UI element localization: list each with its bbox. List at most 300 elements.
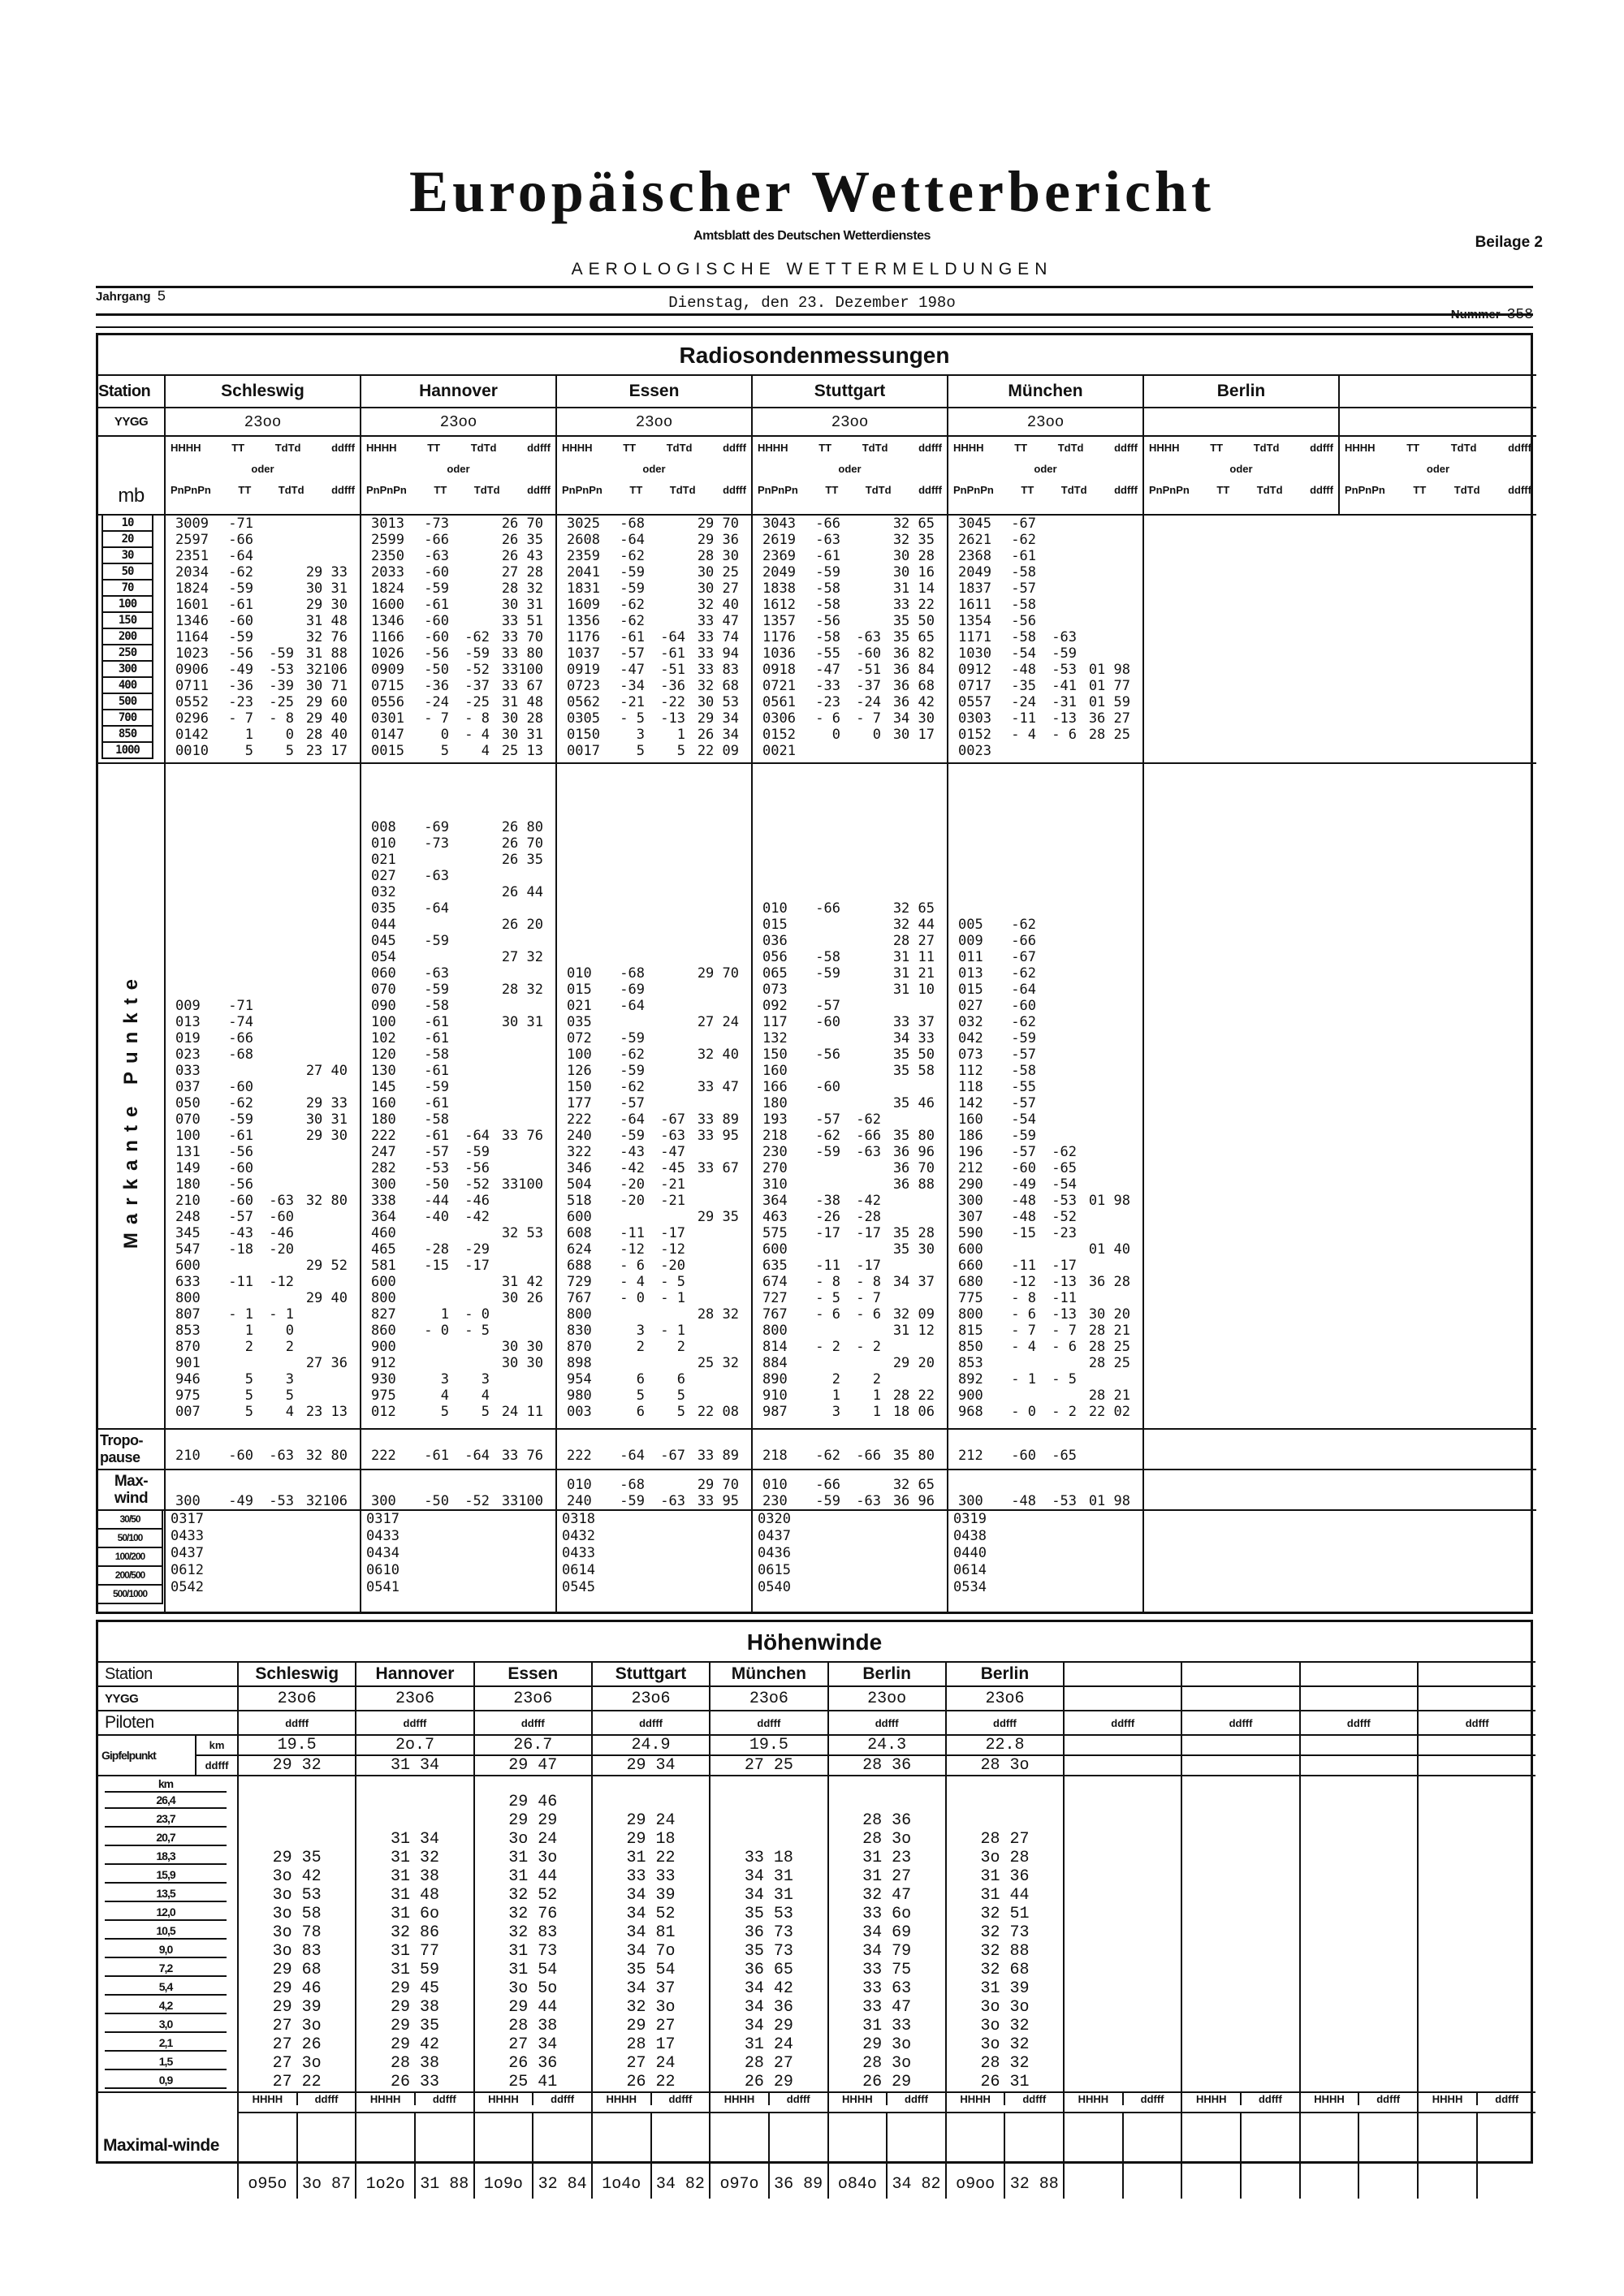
split-header [829, 2093, 945, 2105]
significant-point [166, 1160, 360, 1176]
max-wind-header [1064, 2092, 1181, 2113]
wind: 29 40 [305, 710, 348, 727]
empty-cell [1143, 613, 1536, 629]
maxwind-cell [948, 1470, 1143, 1510]
pressure-or-height: 660 [958, 1258, 983, 1274]
pressure-or-height: 003 [567, 1404, 592, 1420]
empty-cell [1143, 629, 1536, 645]
wind-value [1418, 1979, 1535, 1998]
pressure-or-height: 117 [762, 1014, 788, 1030]
temperature: - 8 [1011, 1290, 1036, 1306]
split-values [1182, 2113, 1298, 2199]
significant-point [166, 1404, 360, 1420]
temperature: -59 [815, 965, 840, 982]
wind: 32 76 [305, 629, 348, 645]
pressure-or-height: 2619 [762, 532, 796, 548]
significant-point [557, 1404, 751, 1420]
wind-value: 34 31 [710, 1886, 827, 1905]
maxwind-label: Max-wind [98, 1470, 165, 1510]
max-wind-header [356, 2092, 473, 2113]
wind: 30 31 [305, 1111, 348, 1128]
wind: 24 11 [501, 1404, 543, 1420]
mandatory-level-row [98, 710, 1536, 727]
significant-point [361, 1030, 555, 1047]
temperature: -62 [1011, 917, 1036, 933]
wind: 28 22 [892, 1388, 935, 1404]
mandatory-level-row [98, 532, 1536, 548]
pressure-or-height: 160 [371, 1095, 396, 1111]
wind-value [1064, 1867, 1181, 1886]
wind: 28 21 [1088, 1323, 1130, 1339]
pressure-or-height: 222 [371, 1128, 396, 1144]
wind: 32 65 [892, 516, 935, 532]
wind-value [1300, 1811, 1418, 1830]
field-code: TdTd [1450, 442, 1477, 454]
dewpoint: 5 [481, 1404, 490, 1420]
wind: 36 42 [892, 694, 935, 710]
dewpoint: -31 [1052, 694, 1077, 710]
max-wind-value: 32 88 [1004, 2113, 1063, 2199]
shear-layer-label: 50/100 [98, 1530, 163, 1548]
significant-point [361, 982, 555, 998]
temperature: -28 [424, 1241, 449, 1258]
significant-point [753, 1079, 947, 1095]
dewpoint: -62 [1052, 1144, 1077, 1160]
pressure-or-height: 884 [762, 1355, 788, 1371]
pressure-or-height: 767 [567, 1290, 592, 1306]
pressure-or-height: 035 [567, 1014, 592, 1030]
height-level-row [98, 1830, 1535, 1849]
pressure-level: 50 [102, 564, 153, 580]
wind: 28 25 [1088, 1355, 1130, 1371]
significant-point [166, 1111, 360, 1128]
dewpoint: 5 [676, 743, 685, 759]
wind-value [238, 1811, 356, 1830]
mandatory-cell [752, 645, 948, 662]
mandatory-cell [556, 629, 752, 645]
split-values [1419, 2113, 1535, 2199]
mandatory-cell [556, 515, 752, 532]
significant-point [361, 1111, 555, 1128]
pressure-or-height: 892 [958, 1371, 983, 1388]
temperature: -59 [1011, 1030, 1036, 1047]
dewpoint: -25 [464, 694, 490, 710]
shear-value: 0434 [366, 1545, 400, 1561]
issue-number-label: Nummer [1450, 308, 1501, 322]
pressure-or-height: 021 [371, 852, 396, 868]
wind: 31 48 [501, 694, 543, 710]
wind-value: 28 36 [828, 1811, 946, 1830]
pressure-or-height: 007 [175, 1404, 201, 1420]
temperature: -24 [424, 694, 449, 710]
temperature: -59 [620, 564, 645, 580]
temperature: - 0 [424, 1323, 449, 1339]
mandatory-cell [556, 727, 752, 743]
pressure-or-height: 042 [958, 1030, 983, 1047]
field-code: TdTd [1057, 442, 1084, 454]
mandatory-cell [361, 580, 556, 597]
station-yygg: 23oo [361, 408, 556, 436]
pressure-or-height: 230 [762, 1493, 788, 1509]
field-code: TdTd [278, 484, 304, 496]
dewpoint: - 2 [856, 1339, 881, 1355]
wind: 28 25 [1088, 1339, 1130, 1355]
dewpoint: -65 [1052, 1448, 1077, 1464]
wind: 30 31 [501, 727, 543, 743]
wind-value: 3o 53 [238, 1886, 356, 1905]
significant-point [361, 998, 555, 1014]
significant-point [166, 1014, 360, 1030]
empty-cell [1143, 548, 1536, 564]
mandatory-cell [948, 710, 1143, 727]
significant-point [753, 1128, 947, 1144]
wind-value: 3o 58 [238, 1905, 356, 1923]
hhhh-label: HHHH [1432, 2093, 1463, 2105]
temperature: - 7 [228, 710, 253, 727]
maxwind-entry [753, 1493, 947, 1509]
temperature: - 6 [815, 1306, 840, 1323]
height-level-cell [98, 1849, 238, 1867]
pressure-or-height: 346 [567, 1160, 592, 1176]
significant-point [166, 1274, 360, 1290]
temperature: -61 [424, 1014, 449, 1030]
empty-cell [1143, 532, 1536, 548]
wind-value: 34 31 [710, 1867, 827, 1886]
temperature: -62 [1011, 532, 1036, 548]
pressure-or-height: 0303 [958, 710, 991, 727]
level-label-cell [98, 743, 165, 759]
wind-value: 3o 28 [946, 1849, 1064, 1867]
wind: 35 50 [892, 1047, 935, 1063]
dewpoint: -59 [269, 645, 294, 662]
wind: 32 80 [305, 1448, 348, 1464]
dewpoint: -59 [464, 645, 490, 662]
wind: 30 26 [501, 1290, 543, 1306]
wind: 26 34 [697, 727, 739, 743]
pressure-or-height: 118 [958, 1079, 983, 1095]
max-wind-header [1418, 2092, 1535, 2113]
pressure-or-height: 2049 [762, 564, 796, 580]
significant-point [361, 868, 555, 884]
temperature: -38 [815, 1193, 840, 1209]
mandatory-level-row [98, 629, 1536, 645]
shear-cell [165, 1510, 361, 1614]
temperature: - 8 [815, 1274, 840, 1290]
wind-value: 34 81 [592, 1923, 710, 1942]
field-code: HHHH [953, 442, 984, 454]
mandatory-cell [948, 613, 1143, 629]
station-yygg [1064, 1686, 1181, 1711]
wind-value: 29 18 [592, 1830, 710, 1849]
max-wind-header [1181, 2092, 1299, 2113]
mandatory-level-row [98, 645, 1536, 662]
dewpoint: -63 [856, 1144, 881, 1160]
radiosonde-table [98, 374, 1536, 1614]
temperature: - 2 [815, 1339, 840, 1355]
dewpoint: -54 [1052, 1176, 1077, 1193]
field-code: ddfff [918, 442, 942, 454]
station-name [1300, 1662, 1418, 1686]
significant-point [948, 998, 1142, 1014]
mandatory-cell [556, 678, 752, 694]
temperature: -62 [815, 1128, 840, 1144]
significant-point [948, 1274, 1142, 1290]
pressure-or-height: 0296 [175, 710, 209, 727]
dewpoint: -29 [464, 1241, 490, 1258]
blank-cell [238, 1776, 356, 1793]
pressure-or-height: 3013 [371, 516, 404, 532]
significant-point [166, 1388, 360, 1404]
volume-number: 5 [157, 289, 166, 305]
significant-point [753, 1339, 947, 1355]
dewpoint: -46 [269, 1225, 294, 1241]
shear-value: 0615 [758, 1562, 791, 1578]
pressure-level: 20 [102, 532, 153, 548]
field-code: TdTd [865, 484, 892, 496]
pressure-or-height: 3025 [567, 516, 600, 532]
significant-point [557, 1241, 751, 1258]
split-header [1419, 2093, 1535, 2105]
wind: 36 84 [892, 662, 935, 678]
field-code: TdTd [669, 484, 696, 496]
wind-value [1064, 2017, 1181, 2035]
gipfelpunkt-km-row [98, 1735, 1535, 1755]
wind-value: 3o 78 [238, 1923, 356, 1942]
temperature: -64 [424, 900, 449, 917]
wind: 32106 [305, 1493, 348, 1509]
pressure-or-height: 0909 [371, 662, 404, 678]
wind: 31 14 [892, 580, 935, 597]
height-level: 3,0 [105, 2017, 227, 2033]
wind-value: 29 68 [238, 1961, 356, 1979]
pressure-or-height: 196 [958, 1144, 983, 1160]
hhhh-label: HHHH [369, 2093, 401, 2105]
pressure-or-height: 1023 [175, 645, 209, 662]
pressure-or-height: 1037 [567, 645, 600, 662]
level-label-cell [98, 710, 165, 727]
mandatory-cell [361, 645, 556, 662]
dewpoint: 0 [285, 1323, 294, 1339]
empty-cell [1143, 597, 1536, 613]
max-wind-cell [710, 2113, 827, 2199]
wind: 33 95 [697, 1493, 739, 1509]
dewpoint: -20 [660, 1258, 685, 1274]
wind: 26 70 [501, 835, 543, 852]
header-oder: oder [251, 463, 274, 475]
temperature: -57 [815, 1111, 840, 1128]
temperature: -59 [815, 564, 840, 580]
significant-point [557, 1095, 751, 1111]
header-line-1 [562, 442, 746, 454]
wind-value: 3o 42 [238, 1867, 356, 1886]
pressure-or-height: 3009 [175, 516, 209, 532]
temperature: -58 [1011, 597, 1036, 613]
dewpoint: -46 [464, 1193, 490, 1209]
temperature: -66 [1011, 933, 1036, 949]
split-header [475, 2093, 591, 2105]
dewpoint: - 7 [856, 710, 881, 727]
dewpoint: - 5 [660, 1274, 685, 1290]
significant-point [361, 1323, 555, 1339]
field-code: ddfff [1310, 484, 1333, 496]
pressure-or-height: 2041 [567, 564, 600, 580]
wind: 30 17 [892, 727, 935, 743]
height-level: 13,5 [105, 1886, 227, 1902]
field-code: TT [818, 442, 832, 454]
significant-point [166, 1241, 360, 1258]
temperature: - 4 [620, 1274, 645, 1290]
significant-cell [165, 763, 361, 1429]
wind-value: 31 34 [356, 1830, 473, 1849]
split-values [947, 2113, 1063, 2199]
temperature: 0 [831, 727, 840, 743]
field-code: ddfff [527, 484, 551, 496]
mandatory-cell [165, 580, 361, 597]
pressure-or-height: 0919 [567, 662, 600, 678]
peak-wind: 27 25 [710, 1755, 827, 1776]
header-line-2 [758, 484, 942, 496]
wind: 30 31 [305, 580, 348, 597]
split-header [1182, 2093, 1298, 2105]
wind-value [710, 1830, 827, 1849]
wind-value: 31 36 [946, 1867, 1064, 1886]
height-level-cell [98, 1830, 238, 1849]
pressure-or-height: 222 [567, 1111, 592, 1128]
pressure-level: 70 [102, 580, 153, 597]
dewpoint: -65 [1052, 1160, 1077, 1176]
pressure-or-height: 0150 [567, 727, 600, 743]
empty-cell [1143, 645, 1536, 662]
significant-point [557, 1160, 751, 1176]
temperature: 5 [636, 1388, 645, 1404]
pressure-or-height: 575 [762, 1225, 788, 1241]
dewpoint: -45 [660, 1160, 685, 1176]
pressure-or-height: 019 [175, 1030, 201, 1047]
wind: 33 76 [501, 1128, 543, 1144]
header-oder: oder [642, 463, 666, 475]
wind: 36 82 [892, 645, 935, 662]
wind-value [1418, 1811, 1535, 1830]
level-label-cell [98, 532, 165, 548]
height-level: 26,4 [105, 1793, 227, 1809]
temperature: -58 [1011, 564, 1036, 580]
significant-point [166, 1306, 360, 1323]
split-header [356, 2093, 473, 2105]
mandatory-cell [948, 727, 1143, 743]
significant-point [361, 1047, 555, 1063]
wind: 31 11 [892, 949, 935, 965]
blank-cell [946, 1776, 1064, 1793]
temperature: -53 [424, 1160, 449, 1176]
tropopause-row [98, 1429, 1536, 1470]
pressure-or-height: 504 [567, 1176, 592, 1193]
pressure-level: 30 [102, 548, 153, 564]
wind-value [1064, 2035, 1181, 2054]
field-code: ddfff [918, 484, 942, 496]
mandatory-cell [556, 743, 752, 759]
temperature: -68 [620, 516, 645, 532]
empty-cell [1143, 564, 1536, 580]
field-code: PnPnPn [1149, 484, 1190, 496]
mandatory-cell [948, 532, 1143, 548]
dewpoint: 0 [872, 727, 881, 743]
pressure-or-height: 633 [175, 1274, 201, 1290]
wind-value [946, 1811, 1064, 1830]
mandatory-cell [948, 580, 1143, 597]
temperature: -69 [620, 982, 645, 998]
temperature: -57 [1011, 1047, 1036, 1063]
shear-layer-label: 100/200 [98, 1548, 163, 1567]
significant-cell [361, 763, 556, 1429]
temperature: -55 [1011, 1079, 1036, 1095]
pressure-or-height: 322 [567, 1144, 592, 1160]
wind: 30 16 [892, 564, 935, 580]
mandatory-level-row [98, 597, 1536, 613]
wind-value: 29 46 [474, 1793, 592, 1811]
significant-point [166, 1176, 360, 1193]
station-yygg [1143, 408, 1339, 436]
temperature: -60 [424, 629, 449, 645]
temperature: 5 [244, 743, 253, 759]
dewpoint: -37 [464, 678, 490, 694]
pressure-level: 850 [102, 727, 153, 743]
pressure-or-height: 0557 [958, 694, 991, 710]
max-wind-cell [1418, 2113, 1535, 2199]
temperature: -63 [424, 965, 449, 982]
gipfelpunkt-label: Gipfelpunkt [98, 1735, 196, 1776]
dewpoint: -53 [1052, 662, 1077, 678]
field-code: ddfff [1114, 484, 1138, 496]
dewpoint: -17 [464, 1258, 490, 1274]
significant-point [948, 933, 1142, 949]
dewpoint: -13 [660, 710, 685, 727]
mandatory-cell [948, 662, 1143, 678]
significant-point [361, 1258, 555, 1274]
pressure-or-height: 674 [762, 1274, 788, 1290]
pressure-or-height: 0721 [762, 678, 796, 694]
wind: 35 80 [892, 1128, 935, 1144]
pressure-or-height: 0561 [762, 694, 796, 710]
significant-point [166, 1339, 360, 1355]
temperature: -15 [1011, 1225, 1036, 1241]
pressure-or-height: 624 [567, 1241, 592, 1258]
field-code: PnPnPn [1345, 484, 1385, 496]
temperature: -50 [424, 1493, 449, 1509]
header-line-2 [1149, 484, 1333, 496]
pressure-or-height: 270 [762, 1160, 788, 1176]
significant-point [948, 1258, 1142, 1274]
mandatory-cell [948, 515, 1143, 532]
significant-point [753, 965, 947, 982]
mandatory-cell [752, 662, 948, 678]
temperature: -36 [424, 678, 449, 694]
wind: 29 20 [892, 1355, 935, 1371]
markante-punkte-label: Markante Punkte [119, 971, 142, 1249]
max-wind-height [1419, 2113, 1476, 2199]
mandatory-cell [752, 629, 948, 645]
hhhh-label: HHHH [1078, 2093, 1109, 2105]
wind-value [1418, 1998, 1535, 2017]
dewpoint: -12 [269, 1274, 294, 1290]
blank-cell [1418, 1776, 1535, 1793]
wind-value: 31 38 [356, 1867, 473, 1886]
ddfff-label: ddfff [532, 2093, 591, 2105]
wind-value: 34 39 [592, 1886, 710, 1905]
pressure-or-height: 1609 [567, 597, 600, 613]
wind-value: 28 17 [592, 2035, 710, 2054]
mandatory-cell [361, 515, 556, 532]
pressure-or-height: 0717 [958, 678, 991, 694]
